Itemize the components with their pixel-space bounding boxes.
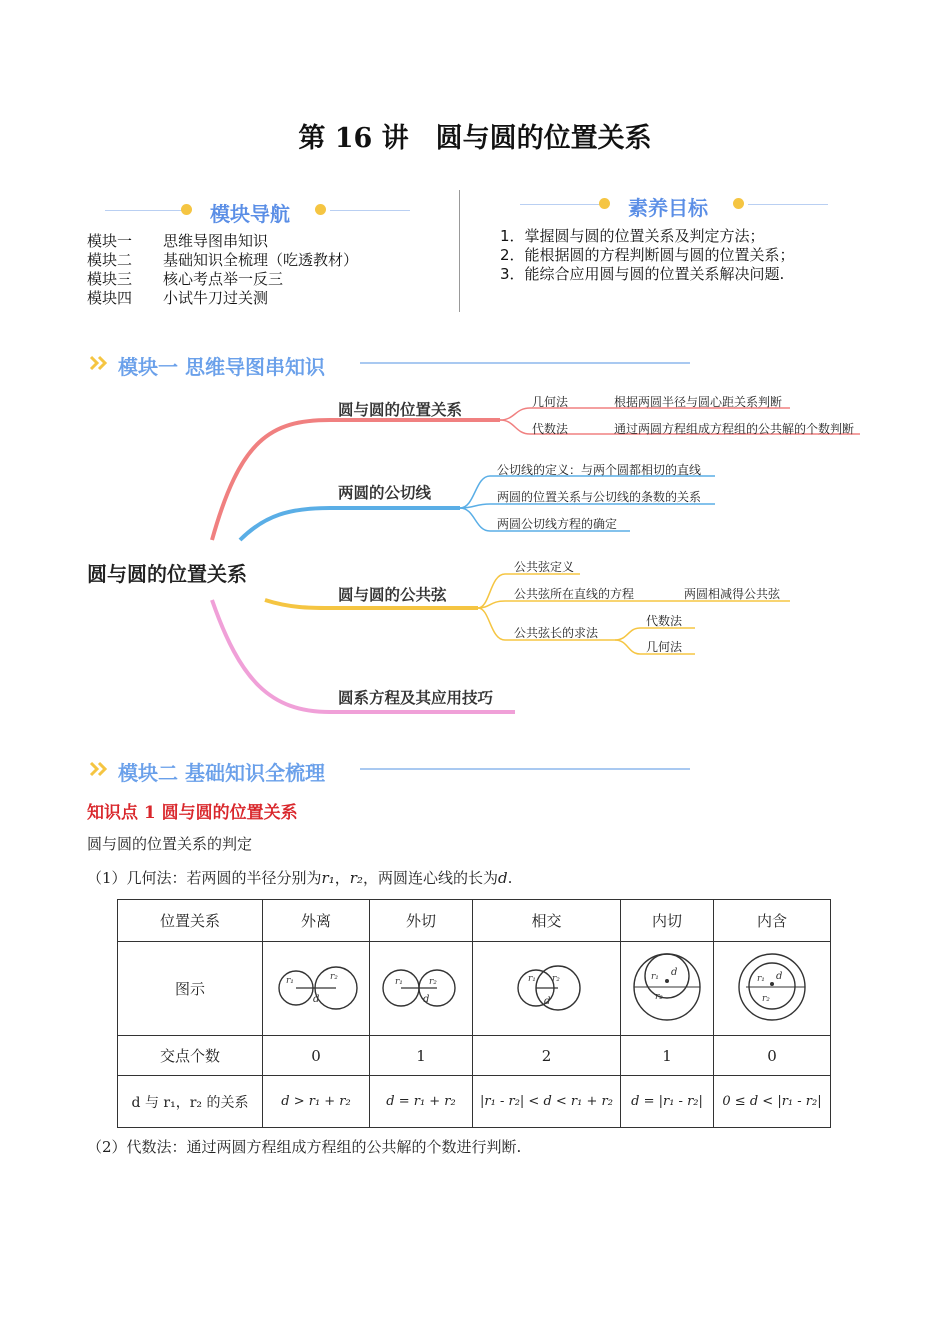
column-separator (459, 190, 460, 312)
table-row (118, 1076, 831, 1128)
mindmap-leaf: 代数法 (532, 422, 569, 436)
mindmap-subleaf: 代数法 (646, 614, 683, 628)
table-col-header: 内含 (714, 900, 831, 942)
table-cell: d = r₁ + r₂ (370, 1076, 473, 1128)
nav-item[interactable]: 模块一 思维导图串知识 (87, 232, 269, 250)
table-cell: 0 ≤ d < |r₁ - r₂| (714, 1076, 831, 1128)
nav-header-line-right (330, 210, 410, 211)
figure-cell (714, 942, 831, 1036)
mindmap-leaf-detail: 两圆相减得公共弦 (684, 587, 781, 601)
svg-text:r₁: r₁ (527, 973, 536, 984)
table-cell: d = |r₁ - r₂| (621, 1076, 714, 1128)
svg-text:d: d (776, 970, 783, 982)
figure-contained (732, 950, 812, 1024)
method-algebraic: （2）代数法：通过两圆方程组成方程组的公共解的个数进行判断. (87, 1138, 522, 1156)
table-row-header: 交点个数 (118, 1036, 263, 1076)
goals-header: 素养目标 (628, 196, 708, 220)
table-cell: 1 (370, 1036, 473, 1076)
table-col-header: 外切 (370, 900, 473, 942)
mindmap-leaf: 公共弦所在直线的方程 (514, 587, 635, 601)
svg-text:d: d (543, 995, 550, 1007)
table-col-header: 内切 (621, 900, 714, 942)
goals-header-line-right (748, 204, 828, 205)
page-title: 第 16 讲 圆与圆的位置关系 (298, 123, 652, 154)
module2-header-line (360, 768, 690, 770)
table-cell: 2 (473, 1036, 621, 1076)
table-cell: 0 (263, 1036, 370, 1076)
table-row (118, 1036, 831, 1076)
nav-header-dot-right (315, 204, 326, 215)
method-geometric: （1）几何法：若两圆的半径分别为r₁，r₂，两圆连心线的长为d. (87, 869, 513, 887)
mindmap-leaf-detail: 通过两圆方程组成方程组的公共解的个数判断 (614, 422, 855, 436)
position-relation-table (117, 899, 831, 1128)
table-cell: |r₁ - r₂| < d < r₁ + r₂ (473, 1076, 621, 1128)
svg-text:r₂: r₂ (655, 991, 663, 1002)
mindmap-leaf: 两圆公切线方程的确定 (497, 517, 618, 531)
svg-text:r₁: r₁ (651, 971, 659, 982)
goal-item: 1．掌握圆与圆的位置关系及判定方法； (500, 227, 765, 245)
figure-cell (473, 942, 621, 1036)
table-row (118, 942, 831, 1036)
table-cell: 0 (714, 1036, 831, 1076)
nav-item[interactable]: 模块四 小试牛刀过关测 (87, 289, 269, 307)
svg-text:d: d (671, 966, 678, 978)
nav-header: 模块导航 (210, 202, 290, 226)
knowledge-intro: 圆与圆的位置关系的判定 (87, 835, 253, 853)
svg-text:d: d (313, 993, 320, 1005)
module2-header: 模块二 基础知识全梳理 (118, 761, 325, 785)
figure-cell (621, 942, 714, 1036)
svg-text:r₂: r₂ (429, 976, 437, 987)
nav-header-dot-left (181, 204, 192, 215)
goal-item: 3．能综合应用圆与圆的位置关系解决问题. (500, 265, 785, 283)
svg-text:r₁: r₁ (757, 973, 765, 984)
mindmap-branch: 圆与圆的位置关系 (338, 401, 463, 419)
nav-item[interactable]: 模块三 核心考点举一反三 (87, 270, 284, 288)
table-cell: d > r₁ + r₂ (263, 1076, 370, 1128)
figure-internally-tangent (627, 950, 707, 1024)
figure-externally-tangent (371, 952, 471, 1022)
mindmap-branch: 圆与圆的公共弦 (338, 586, 447, 604)
nav-header-line-left (105, 210, 185, 211)
table-cell: 1 (621, 1036, 714, 1076)
chevron-double-icon (88, 352, 116, 374)
mindmap-branch: 圆系方程及其应用技巧 (338, 689, 494, 707)
module1-header: 模块一 思维导图串知识 (118, 355, 325, 379)
mindmap-leaf: 公共弦长的求法 (514, 626, 599, 640)
svg-text:r₁: r₁ (395, 976, 403, 987)
module1-header-line (360, 362, 690, 364)
mindmap-root: 圆与圆的位置关系 (87, 562, 247, 586)
mindmap-leaf: 公切线的定义：与两个圆都相切的直线 (497, 463, 702, 477)
goals-header-line-left (520, 204, 600, 205)
mindmap-subleaf: 几何法 (646, 640, 683, 654)
svg-text:d: d (423, 993, 430, 1005)
table-row (118, 900, 831, 942)
mindmap-leaf: 公共弦定义 (514, 560, 575, 574)
table-row-header: 图示 (118, 942, 263, 1036)
table-col-header: 相交 (473, 900, 621, 942)
figure-cell (370, 942, 473, 1036)
mindmap-leaf: 两圆的位置关系与公切线的条数的关系 (497, 490, 702, 504)
mindmap-leaf-detail: 根据两圆半径与圆心距关系判断 (614, 395, 783, 409)
goals-header-dot-right (733, 198, 744, 209)
svg-text:r₂: r₂ (762, 993, 770, 1004)
svg-text:r₁: r₁ (286, 975, 294, 986)
goals-list (500, 227, 795, 284)
table-row-header: d 与 r₁，r₂ 的关系 (118, 1076, 263, 1128)
nav-item[interactable]: 模块二 基础知识全梳理（吃透教材） (87, 251, 359, 269)
svg-text:r₂: r₂ (330, 971, 338, 982)
knowledge-point-heading: 知识点 1 圆与圆的位置关系 (87, 803, 298, 823)
mindmap-leaf: 几何法 (532, 395, 569, 409)
nav-list (87, 232, 358, 308)
chevron-double-icon (88, 758, 116, 780)
goals-header-dot-left (599, 198, 610, 209)
goal-item: 2．能根据圆的方程判断圆与圆的位置关系； (500, 246, 795, 264)
figure-intersect (492, 952, 602, 1022)
figure-cell (263, 942, 370, 1036)
figure-apart (266, 952, 366, 1022)
svg-text:r₂: r₂ (551, 973, 560, 984)
table-col-header: 外离 (263, 900, 370, 942)
mindmap-branch: 两圆的公切线 (338, 484, 432, 502)
table-row-header: 位置关系 (118, 900, 263, 942)
